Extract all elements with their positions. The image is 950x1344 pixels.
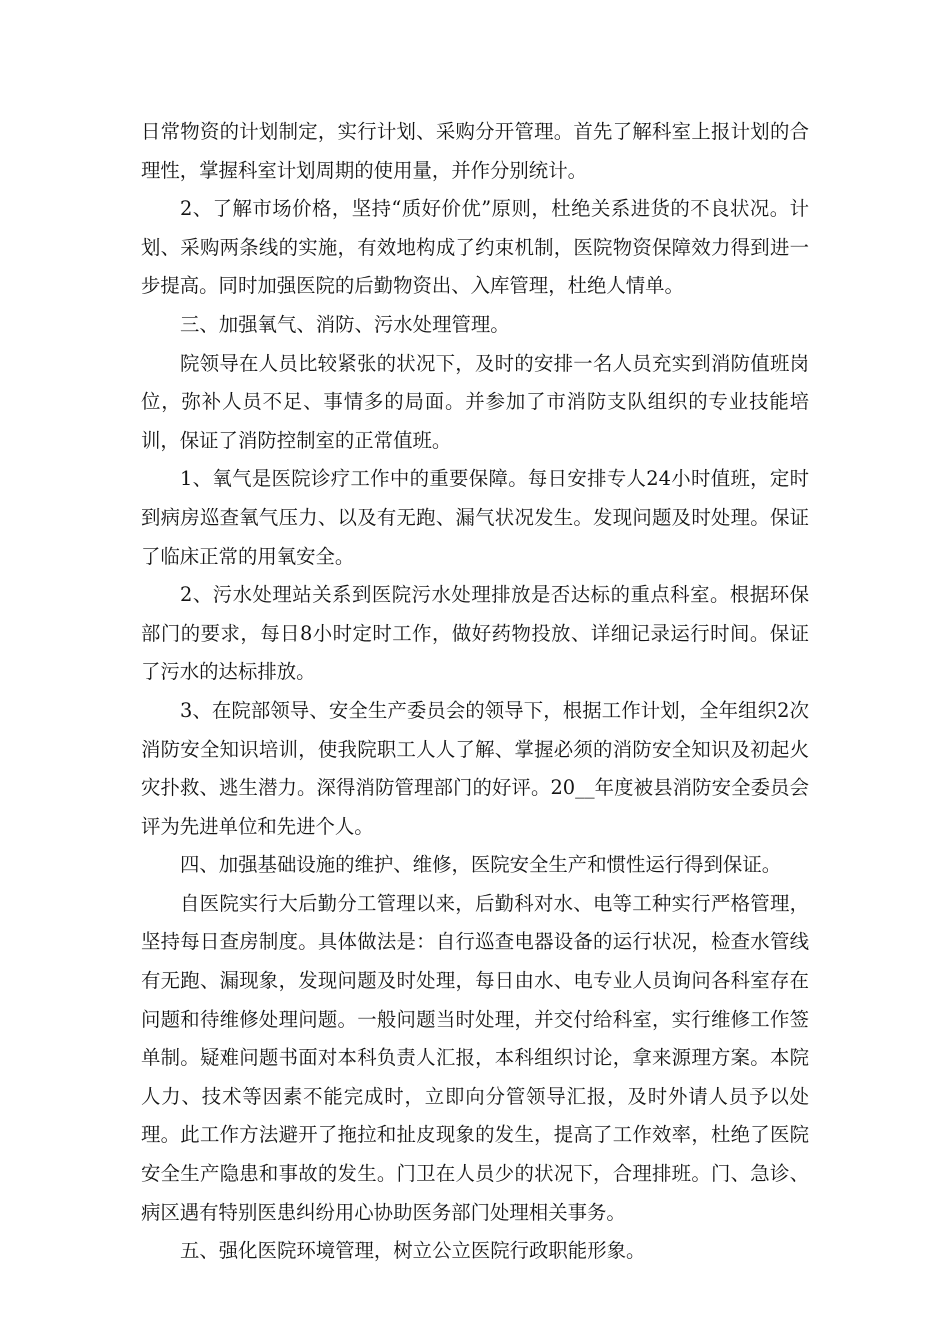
paragraph-item-2-sewage: 2、污水处理站关系到医院污水处理排放是否达标的重点科室。根据环保部门的要求，每日8小时定时工作，做好药物投放、详细记录运行时间。保证了污水的达标排放。 [141,583,809,684]
paragraph-item-1-oxygen: 1、氧气是医院诊疗工作中的重要保障。每日安排专人24小时值班，定时到病房巡查氧气压力、以及有无跑、漏气状况发生。发现问题及时处理。保证了临床正常的用氧安全。 [141,467,809,568]
document-body [141,113,809,1271]
paragraph-item-3-fire-training: 3、在院部领导、安全生产委员会的领导下，根据工作计划，全年组织2次消防安全知识培训，使我院职工人人了解、掌握必须的消防安全知识及初起火灾扑救、逃生潜力。深得消防管理部门的好评。20__年度被县消防安全委员会评为先进单位和先进个人。 [141,698,809,838]
section-heading-4: 四、加强基础设施的维护、维修，医院安全生产和惯性运行得到保证。 [180,853,782,877]
paragraph-item-2-market-price: 2、了解市场价格，坚持“质好价优”原则，杜绝关系进货的不良状况。计划、采购两条线的实施，有效地构成了约束机制，医院物资保障效力得到进一步提高。同时加强医院的后勤物资出、入库管理，杜绝人情单。 [141,197,809,298]
paragraph-continuation: 日常物资的计划制定，实行计划、采购分开管理。首先了解科室上报计划的合理性，掌握科室计划周期的使用量，并作分别统计。 [141,120,809,182]
paragraph-maintenance: 自医院实行大后勤分工管理以来，后勤科对水、电等工种实行严格管理，坚持每日查房制度。具体做法是：自行巡查电器设备的运行状况，检查水管线有无跑、漏现象，发现问题及时处理，每日由水、电专业人员询问各科室存在问题和待维修处理问题。一般问题当时处理，并交付给科室，实行维修工作签单制。疑难问题书面对本科负责人汇报，本科组织讨论，拿来源理方案。本院人力、技术等因素不能完成时，立即向分管领导汇报，及时外请人员予以处理。此工作方法避开了拖拉和扯皮现象的发生，提高了工作效率，杜绝了医院安全生产隐患和事故的发生。门卫在人员少的状况下，合理排班。门、急诊、病区遇有特别医患纠纷用心协助医务部门处理相关事务。 [141,891,809,1224]
section-heading-5: 五、强化医院环境管理，树立公立医院行政职能形象。 [180,1239,646,1263]
section-heading-3: 三、加强氧气、消防、污水处理管理。 [180,312,510,336]
paragraph-fire-duty: 院领导在人员比较紧张的状况下，及时的安排一名人员充实到消防值班岗位，弥补人员不足、事情多的局面。并参加了市消防支队组织的专业技能培训，保证了消防控制室的正常值班。 [141,351,809,452]
